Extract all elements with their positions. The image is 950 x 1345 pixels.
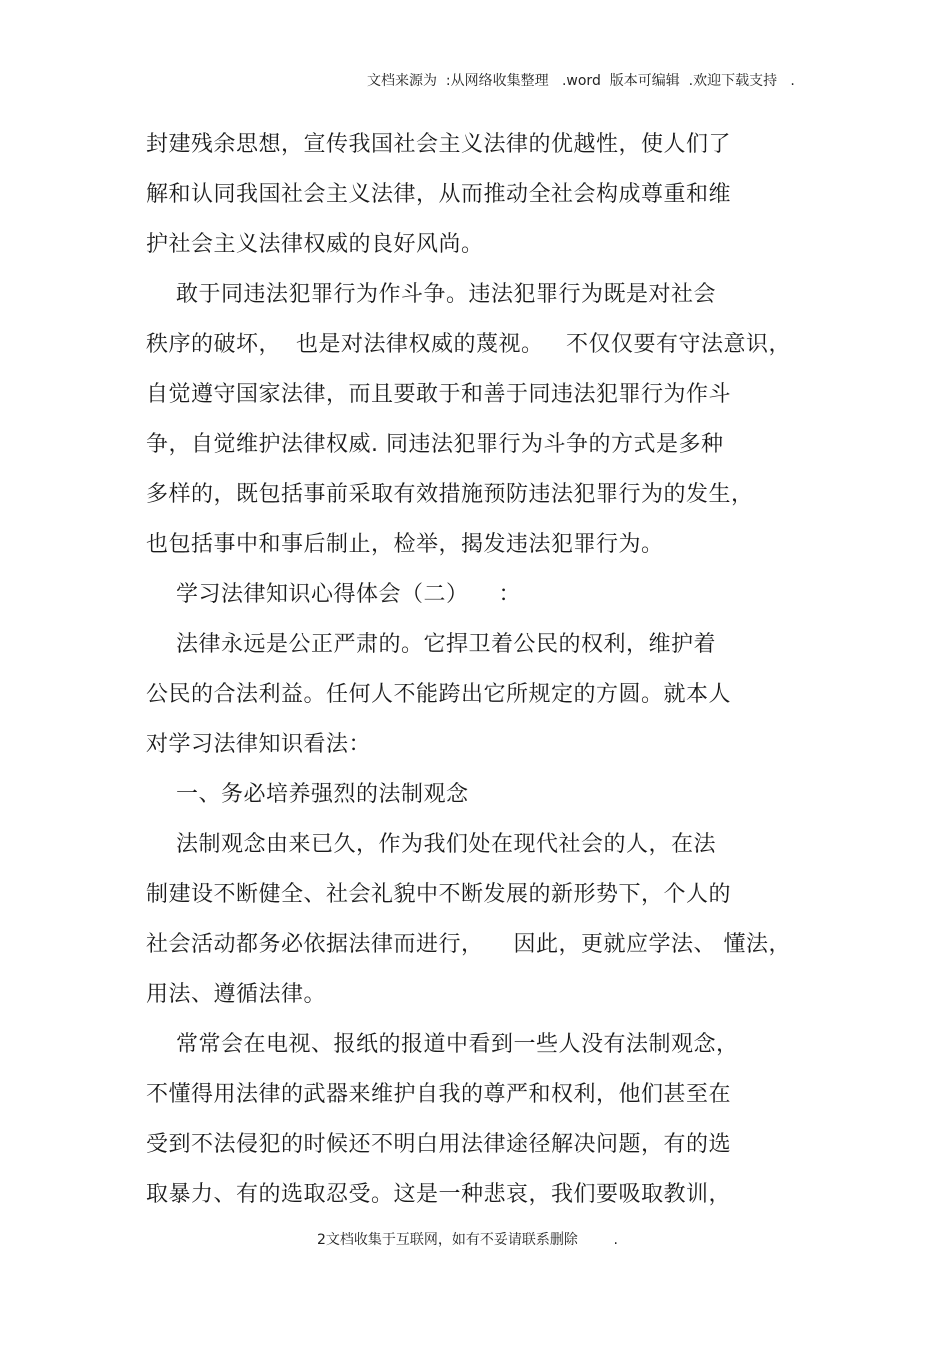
- text-line: 多样的，既包括事前采取有效措施预防违法犯罪行为的发生，: [146, 482, 754, 507]
- document-body: [146, 120, 806, 1220]
- text-line: 不懂得用法律的武器来维护自我的尊严和权利，他们甚至在: [146, 1082, 732, 1107]
- subsection-heading: 一、务必培养强烈的法制观念: [146, 782, 469, 807]
- text-line: 敢于同违法犯罪行为作斗争。违法犯罪行为既是对社会: [146, 282, 716, 307]
- text-line: 法律永远是公正严肃的。它捍卫着公民的权利，维护着: [146, 632, 716, 657]
- text-line: 法制观念由来已久，作为我们处在现代社会的人，在法: [146, 832, 716, 857]
- text-line: 受到不法侵犯的时候还不明白用法律途径解决问题，有的选: [146, 1132, 732, 1157]
- page-header: 文档来源为 :从网络收集整理 .word 版本可编辑 .欢迎下载支持 .: [367, 73, 795, 89]
- text-line: 取暴力、有的选取忍受。这是一种悲哀，我们要吸取教训，: [146, 1182, 732, 1207]
- text-line: 对学习法律知识看法：: [146, 732, 372, 757]
- text-line: 秩序的破坏， 也是对法律权威的蔑视。 不仅仅要有守法意识，: [146, 332, 791, 357]
- text-line: 护社会主义法律权威的良好风尚。: [146, 232, 484, 257]
- text-line: 争，自觉维护法律权威. 同违法犯罪行为斗争的方式是多种: [146, 432, 724, 457]
- text-line: 公民的合法利益。任何人不能跨出它所规定的方圆。就本人: [146, 682, 732, 707]
- text-line: 社会活动都务必依据法律而进行， 因此，更就应学法、 懂法，: [146, 932, 791, 957]
- text-line: 解和认同我国社会主义法律，从而推动全社会构成尊重和维: [146, 182, 732, 207]
- section-heading: 学习法律知识心得体会（二） ：: [146, 582, 521, 607]
- text-line: 用法、遵循法律。: [146, 982, 327, 1007]
- page-footer: 2文档收集于互联网，如有不妥请联系删除 .: [317, 1232, 618, 1248]
- text-line: 封建残余思想，宣传我国社会主义法律的优越性，使人们了: [146, 132, 732, 157]
- text-line: 也包括事中和事后制止，检举，揭发违法犯罪行为。: [146, 532, 664, 557]
- text-line: 制建设不断健全、社会礼貌中不断发展的新形势下，个人的: [146, 882, 732, 907]
- text-line: 自觉遵守国家法律，而且要敢于和善于同违法犯罪行为作斗: [146, 382, 732, 407]
- text-line: 常常会在电视、报纸的报道中看到一些人没有法制观念，: [146, 1032, 739, 1057]
